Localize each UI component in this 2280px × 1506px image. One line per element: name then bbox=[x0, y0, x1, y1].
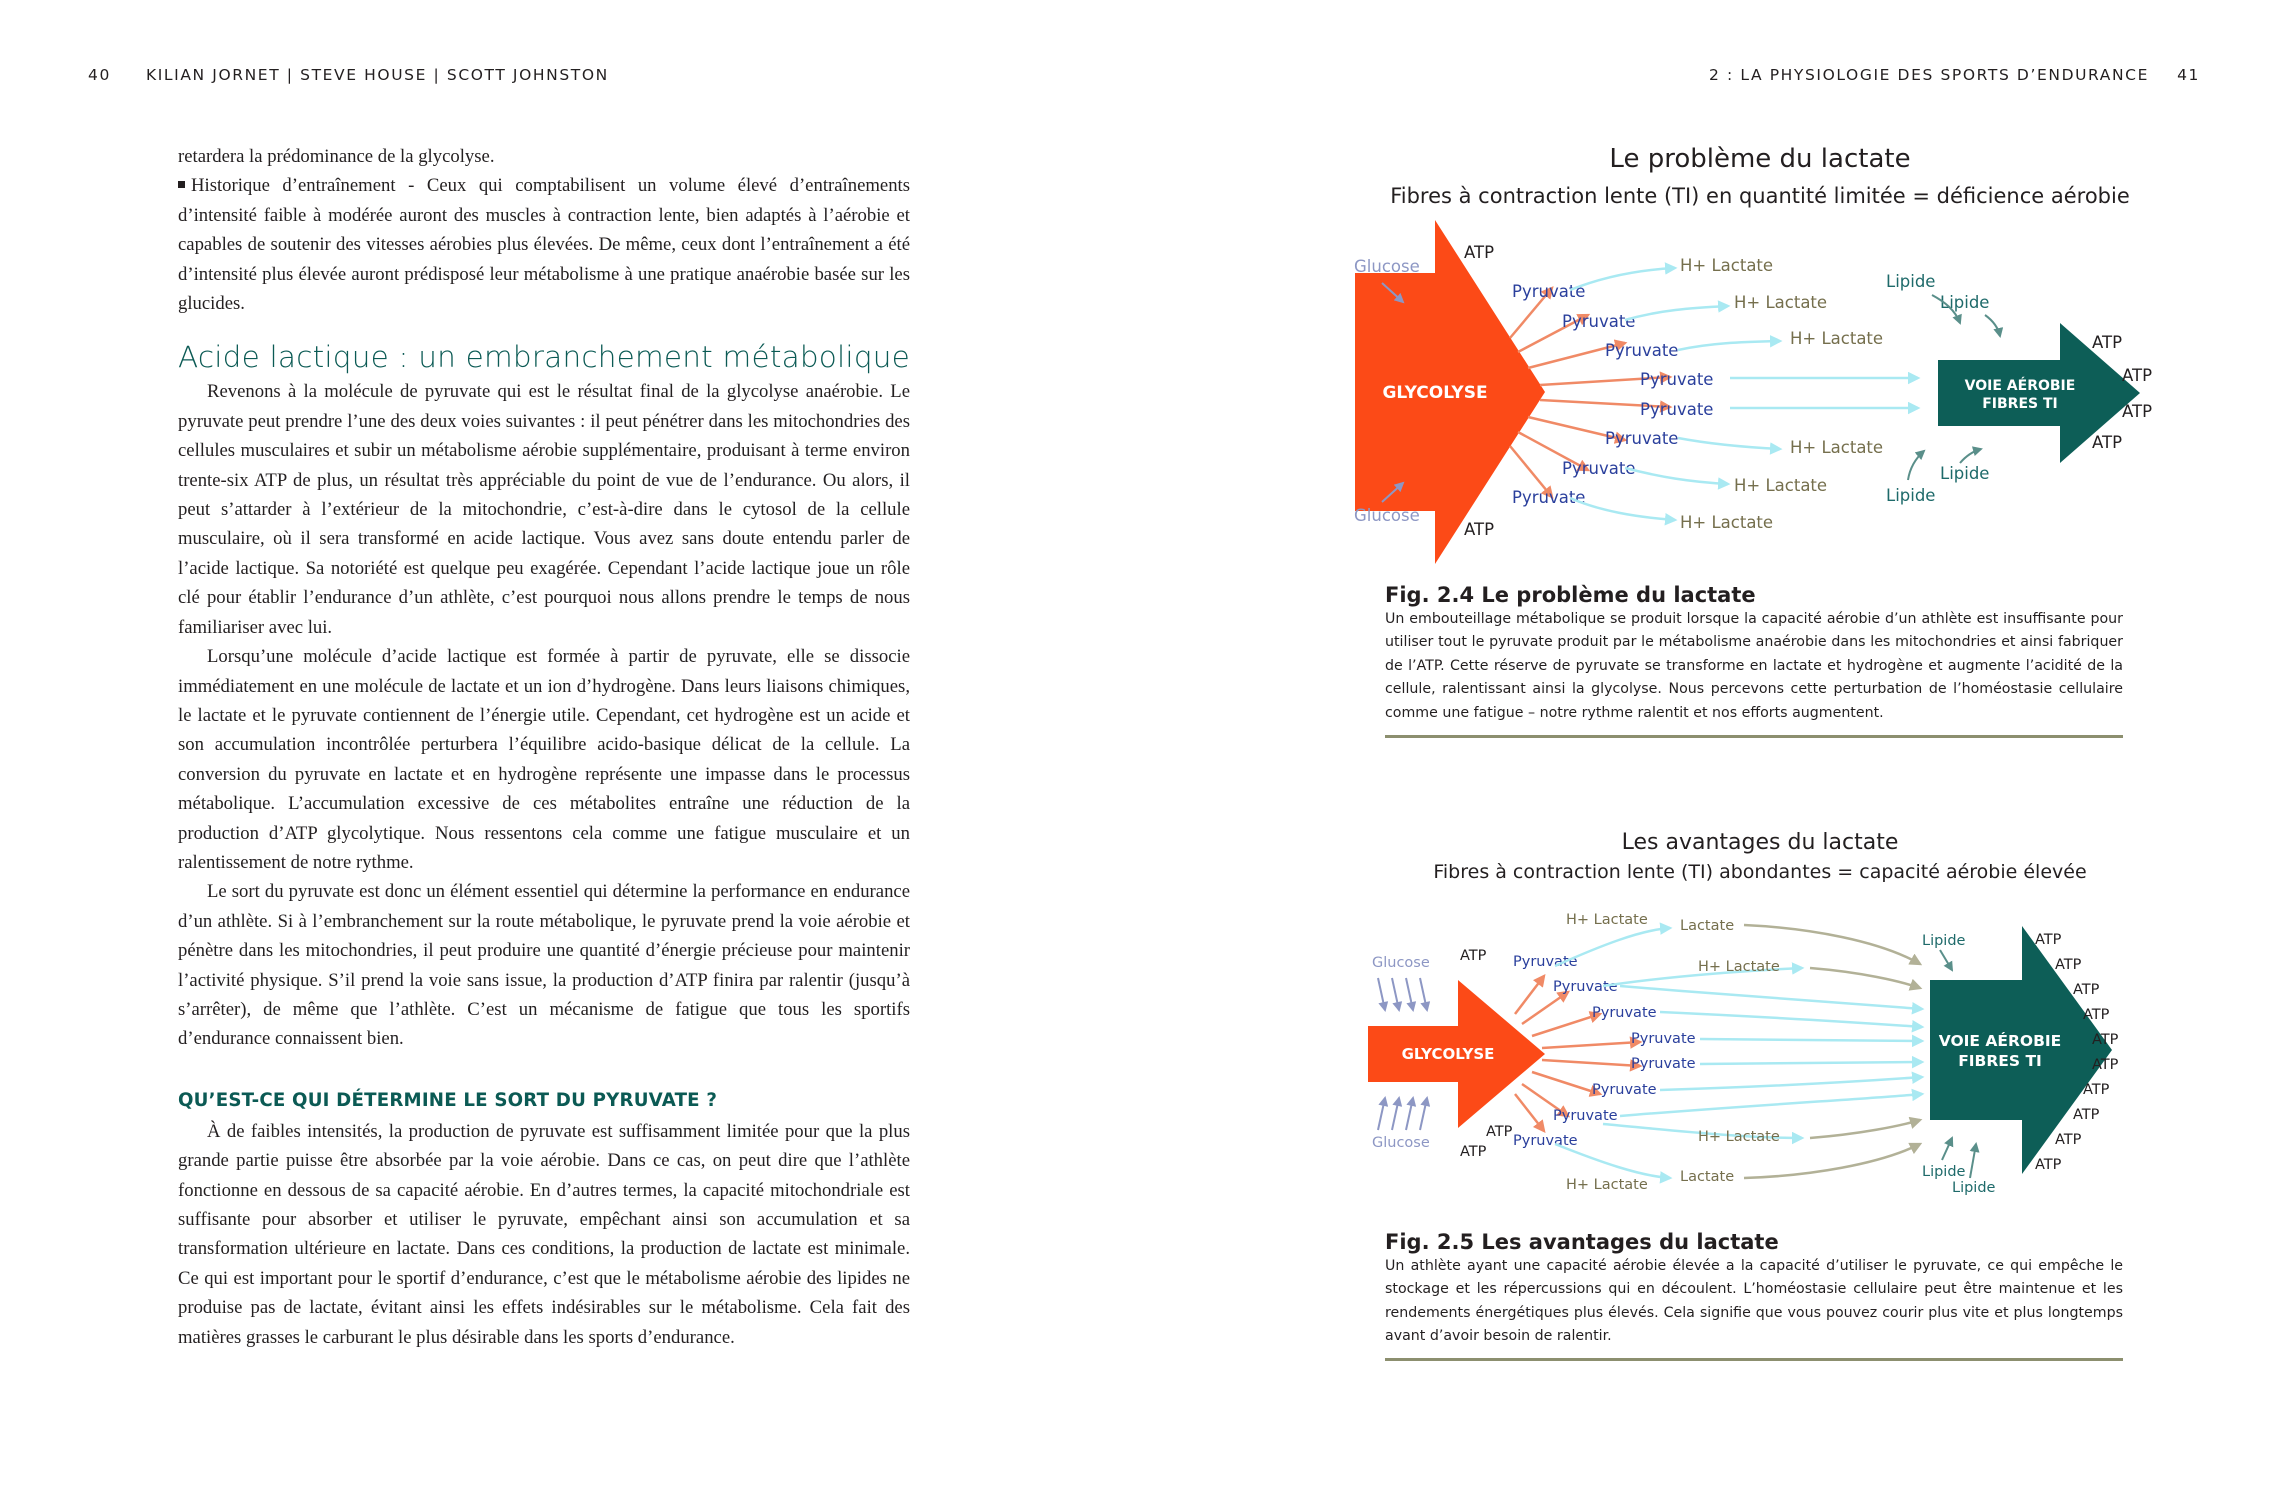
atp-label: ATP bbox=[2092, 433, 2123, 452]
h-lactate-label: H+ Lactate bbox=[1566, 912, 1648, 928]
bullet-text: Historique d’entraînement - Ceux qui comptabilisent un volume élevé d’entraînements d’intensité faible à modérée auront des muscles à contraction lente, bien adaptés à l’aérobie et capables de soutenir des vitesses aérobies plus élevées. De même, ceux dont l’entraînement a été d’intensité plus élevée auront prédisposé leur métabolisme à une pratique anaérobie basée sur les glucides. bbox=[178, 175, 910, 315]
bullet-square-icon bbox=[178, 181, 185, 188]
fibres-ti-label: FIBRES TI bbox=[1958, 1052, 2042, 1070]
figure-divider bbox=[1385, 1358, 2123, 1361]
pyruvate-label: Pyruvate bbox=[1513, 1133, 1578, 1149]
pyruvate-label: Pyruvate bbox=[1631, 1031, 1696, 1047]
atp-label: ATP bbox=[2083, 1082, 2110, 1098]
h-lactate-label: H+ Lactate bbox=[1698, 1129, 1780, 1145]
h-lactate-label: H+ Lactate bbox=[1734, 293, 1828, 312]
atp-label: ATP bbox=[2122, 402, 2153, 421]
body-paragraph: Lorsqu’une molécule d’acide lactique est formée à partir de pyruvate, elle se dissocie immédiatement en une molécule de lactate et un ion d’hydrogène. Dans leurs liaisons chimiques, le lactate et le pyruvate contiennent de l’énergie utile. Cependant, cet hydrogène est un acide et son accumulation incontrôlée perturbera l’équilibre acido-basique délicat de la cellule. La conversion du pyruvate en lactate et en hydrogène représente une impasse dans le processus métabolique. L’accumulation excessive de ces métabolites entraîne une réduction de la production d’ATP glycolytique. Nous ressentons cela comme une fatigue musculaire et un ralentissement de notre rythme. bbox=[178, 646, 910, 873]
bullet-paragraph bbox=[178, 171, 910, 318]
figure-lactate-advantages bbox=[1340, 826, 2180, 1396]
pyruvate-label: Pyruvate bbox=[1605, 341, 1679, 360]
lipide-label: Lipide bbox=[1952, 1180, 1996, 1196]
atp-label: ATP bbox=[2092, 1057, 2119, 1073]
left-page-body bbox=[178, 142, 910, 1352]
lactate-label: Lactate bbox=[1680, 1169, 1735, 1185]
pyruvate-label: Pyruvate bbox=[1553, 979, 1618, 995]
atp-label: ATP bbox=[2035, 932, 2062, 948]
lipide-label: Lipide bbox=[1922, 933, 1966, 949]
lactate-label: Lactate bbox=[1680, 918, 1735, 934]
h-lactate-label: H+ Lactate bbox=[1680, 256, 1774, 275]
figure-subtitle: Fibres à contraction lente (TI) abondantes = capacité aérobie élevée bbox=[1433, 861, 2087, 883]
h-lactate-label: H+ Lactate bbox=[1566, 1177, 1648, 1193]
atp-label: ATP bbox=[2073, 1107, 2100, 1123]
atp-label: ATP bbox=[2035, 1157, 2062, 1173]
atp-label: ATP bbox=[2055, 957, 2082, 973]
atp-label: ATP bbox=[1464, 243, 1495, 262]
atp-label: ATP bbox=[2055, 1132, 2082, 1148]
voie-aerobie-label: VOIE AÉROBIE bbox=[1938, 1032, 2062, 1050]
lipide-label: Lipide bbox=[1886, 486, 1936, 505]
lipide-label: Lipide bbox=[1940, 464, 1990, 483]
body-paragraph: À de faibles intensités, la production de pyruvate est suffisamment limitée pour que la plus grande partie puisse être absorbée par la voie aérobie. Dans ce cas, on peut dire que l’athlète fonctionne en dessous de sa capacité aérobie. En d’autres termes, la capacité mitochondriale est suffisante pour absorber et utiliser le pyruvate, empêchant ainsi son accumulation et sa transformation ultérieure en lactate. Dans ces conditions, la production de lactate est minimale. Ce qui est important pour le sportif d’endurance, c’est que le métabolisme aérobie des lipides ne produise pas de lactate, évitant ainsi les effets indésirables sur le métabolisme. Cela fait des matières grasses le carburant le plus désirable dans les sports d’endurance. bbox=[178, 1120, 910, 1348]
atp-label: ATP bbox=[2122, 366, 2153, 385]
pyruvate-label: Pyruvate bbox=[1605, 429, 1679, 448]
glucose-label: Glucose bbox=[1372, 955, 1430, 971]
pyruvate-label: Pyruvate bbox=[1553, 1108, 1618, 1124]
lipide-label: Lipide bbox=[1940, 293, 1990, 312]
figure-subtitle: Fibres à contraction lente (TI) en quantité limitée = déficience aérobie bbox=[1390, 184, 2130, 208]
pyruvate-label: Pyruvate bbox=[1562, 312, 1636, 331]
pyruvate-label: Pyruvate bbox=[1513, 954, 1578, 970]
fibres-ti-label: FIBRES TI bbox=[1982, 396, 2058, 412]
lipide-label: Lipide bbox=[1922, 1164, 1966, 1180]
body-paragraph: Le sort du pyruvate est donc un élément essentiel qui détermine la performance en endurance d’un athlète. Si à l’embranchement sur la route métabolique, le pyruvate prend la voie aérobie et pénètre dans les mitochondries, il peut produire une quantité d’énergie précieuse pour maintenir l’activité physique. S’il prend la voie sans issue, la production d’ATP finira par ralentir (jusqu’à s’arrêter), de même que l’athlète. C’est un mécanisme de fatigue que tous les sportifs d’endurance connaissent bien. bbox=[178, 881, 910, 1050]
voie-aerobie-label: VOIE AÉROBIE bbox=[1964, 378, 2076, 394]
glycolyse-label: GLYCOLYSE bbox=[1401, 1045, 1495, 1063]
h-lactate-label: H+ Lactate bbox=[1734, 476, 1828, 495]
glycolyse-label: GLYCOLYSE bbox=[1382, 383, 1488, 403]
pyruvate-label: Pyruvate bbox=[1631, 1056, 1696, 1072]
section-title: Acide lactique : un embranchement métabolique bbox=[178, 340, 910, 375]
pyruvate-label: Pyruvate bbox=[1640, 370, 1714, 389]
atp-label: ATP bbox=[1460, 1144, 1487, 1160]
atp-label: ATP bbox=[1460, 948, 1487, 964]
atp-label: ATP bbox=[2073, 982, 2100, 998]
lipide-label: Lipide bbox=[1886, 272, 1936, 291]
figure-title: Les avantages du lactate bbox=[1621, 830, 1899, 855]
h-lactate-label: H+ Lactate bbox=[1790, 329, 1884, 348]
atp-label: ATP bbox=[1464, 520, 1495, 539]
figure-caption-title: Fig. 2.5 Les avantages du lactate bbox=[1385, 1230, 1779, 1254]
figure-caption-title: Fig. 2.4 Le problème du lactate bbox=[1385, 583, 1756, 607]
pyruvate-label: Pyruvate bbox=[1592, 1082, 1657, 1098]
right-running-head: 2 : LA PHYSIOLOGIE DES SPORTS D’ENDURANCE bbox=[1709, 66, 2149, 84]
pyruvate-label: Pyruvate bbox=[1512, 488, 1586, 507]
figure-divider bbox=[1385, 735, 2123, 738]
figure-caption: Un athlète ayant une capacité aérobie élevée a la capacité d’utiliser le pyruvate, ce qui empêche le stockage et les répercussions qui en découlent. L’homéostasie cellulaire peut être maintenue et les rendements énergétiques plus élevés. Cela signifie que vous pouvez courir plus vite et plus longtemps avant d’avoir besoin de ralentir. bbox=[1385, 1258, 2123, 1345]
pyruvate-label: Pyruvate bbox=[1640, 400, 1714, 419]
h-lactate-label: H+ Lactate bbox=[1680, 513, 1774, 532]
atp-label: ATP bbox=[2083, 1007, 2110, 1023]
left-page-number: 40 bbox=[88, 66, 111, 84]
lactate-problem-diagram bbox=[1340, 140, 2180, 580]
lactate-advantages-diagram bbox=[1340, 826, 2180, 1216]
atp-label: ATP bbox=[1486, 1124, 1513, 1140]
aerobic-arrow-shape bbox=[1930, 926, 2112, 1174]
left-running-head: KILIAN JORNET | STEVE HOUSE | SCOTT JOHNSTON bbox=[146, 66, 609, 84]
body-paragraph: Revenons à la molécule de pyruvate qui est le résultat final de la glycolyse anaérobie. Le pyruvate peut prendre l’une des deux voies suivantes : il peut pénétrer dans les mitochondries des cellules musculaires et subir un métabolisme aérobie supplémentaire, produisant à terme environ trente-six ATP de plus, un résultat très appréciable du point de vue de l’endurance. Ou alors, il peut s’attarder à l’extérieur de la mitochondrie, c’est-à-dire dans le cytosol de la cellule musculaire, où il sera transformé en acide lactique. Vous avez sans doute entendu parler de l’acide lactique. Sa notoriété est quelque peu exagérée. Cependant l’acide lactique joue un rôle clé pour établir l’endurance d’un athlète, c’est pourquoi nous allons prendre le temps de nous familiariser avec lui. bbox=[178, 381, 910, 638]
glucose-label: Glucose bbox=[1354, 257, 1420, 276]
subsection-title: QU’EST-CE QUI DÉTERMINE LE SORT DU PYRUVATE ? bbox=[178, 1089, 718, 1111]
atp-label: ATP bbox=[2092, 333, 2123, 352]
pyruvate-label: Pyruvate bbox=[1512, 282, 1586, 301]
pyruvate-label: Pyruvate bbox=[1592, 1005, 1657, 1021]
glucose-label: Glucose bbox=[1372, 1135, 1430, 1151]
h-lactate-label: H+ Lactate bbox=[1698, 959, 1780, 975]
figure-caption: Un embouteillage métabolique se produit lorsque la capacité aérobie d’un athlète est insuffisante pour utiliser tout le pyruvate produit par le métabolisme anaérobie dans les mitochondries et ainsi fabriquer de l’ATP. Cette réserve de pyruvate se transforme en lactate et hydrogène et augmente l’acidité de la cellule, ralentissant ainsi la glycolyse. Nous percevons cette perturbation de l’homéostasie cellulaire comme une fatigue – notre rythme ralentit et nos efforts augmentent. bbox=[1385, 611, 2123, 721]
h-lactate-label: H+ Lactate bbox=[1790, 438, 1884, 457]
figure-title: Le problème du lactate bbox=[1609, 144, 1911, 174]
glucose-label: Glucose bbox=[1354, 506, 1420, 525]
intro-line: retardera la prédominance de la glycolyse. bbox=[178, 146, 495, 167]
atp-label: ATP bbox=[2092, 1032, 2119, 1048]
pyruvate-label: Pyruvate bbox=[1562, 459, 1636, 478]
right-page-number: 41 bbox=[2177, 66, 2200, 84]
figure-lactate-problem bbox=[1340, 140, 2180, 750]
